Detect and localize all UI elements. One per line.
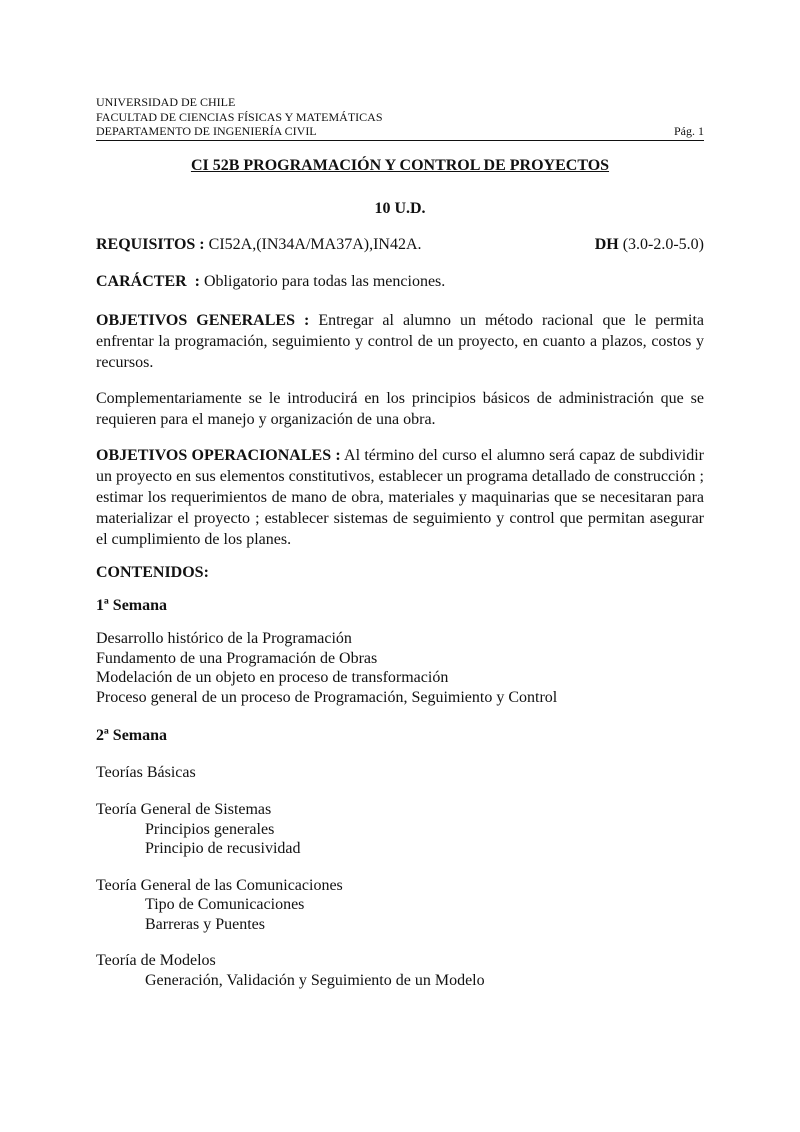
requisitos-value: CI52A,(IN34A/MA37A),IN42A. — [204, 235, 422, 253]
topic-group — [96, 951, 704, 990]
topic-sub: Tipo de Comunicaciones — [145, 896, 305, 913]
topic-group — [96, 876, 704, 935]
topic-sub: Barreras y Puentes — [145, 915, 265, 933]
dh-value: (3.0-2.0-5.0) — [618, 235, 704, 253]
content-line: Fundamento de una Programación de Obras — [96, 649, 378, 667]
requisitos-field — [96, 235, 422, 255]
caracter-value: Obligatorio para todas las menciones. — [200, 272, 446, 290]
dh-field — [595, 235, 704, 255]
course-credits: 10 U.D. — [374, 199, 426, 217]
week1-content — [96, 629, 704, 707]
topic-sub: Generación, Validación y Seguimiento de un Modelo — [145, 971, 485, 989]
course-title-text: CI 52B PROGRAMACIÓN Y CONTROL DE PROYECTOS — [190, 156, 610, 174]
requisitos-label: REQUISITOS : — [96, 235, 205, 253]
topic-main: Teoría General de Sistemas — [96, 801, 272, 818]
dh-label: DH — [594, 235, 619, 253]
objetivos-operacionales-label: OBJETIVOS OPERACIONALES : — [96, 446, 341, 464]
objetivos-operacionales-text: Al término del curso el alumno será capaz de subdividir un proyecto en sus elementos constitutivos, establecer un programa detallado de construcción ; estimar los requerimientos de mano de obra, materiales y maquinarias que se necesitaran para materializar el proyecto ; establecer sistemas de seguimiento y control que permitan asegurar el cumplimiento de los planes. — [96, 446, 705, 548]
department-row — [96, 124, 704, 141]
topic-main: Teoría General de las Comunicaciones — [96, 876, 343, 894]
university-name: UNIVERSIDAD DE CHILE — [96, 95, 236, 109]
complementario-paragraph: Complementariamente se le introducirá en los principios básicos de administración que se requieren para el manejo y organización de una obra. — [96, 389, 704, 428]
content-line: Modelación de un objeto en proceso de transformación — [96, 669, 449, 686]
week1-heading: 1ª Semana — [96, 596, 168, 614]
topic-sub: Principios generales — [145, 820, 275, 838]
requisitos-row — [96, 235, 704, 255]
contenidos-heading: CONTENIDOS: — [96, 563, 209, 581]
objetivos-generales-text: Entregar al alumno un método racional que le permita enfrentar la programación, seguimiento y control de un proyecto, en cuanto a plazos, costos y recursos. — [96, 311, 704, 371]
content-line: Desarrollo histórico de la Programación — [96, 630, 352, 647]
objetivos-generales-label: OBJETIVOS GENERALES : — [96, 311, 310, 329]
week2-heading: 2ª Semana — [96, 727, 168, 744]
topic-sub: Principio de recusividad — [145, 840, 301, 857]
department-name: DEPARTAMENTO DE INGENIERÍA CIVIL — [96, 124, 317, 138]
caracter-row — [96, 272, 704, 292]
caracter-label: CARÁCTER : — [96, 272, 200, 290]
document-header — [96, 95, 704, 141]
faculty-name: FACULTAD DE CIENCIAS FÍSICAS Y MATEMÁTICAS — [96, 109, 383, 124]
week2-intro: Teorías Básicas — [96, 763, 196, 781]
topic-main: Teoría de Modelos — [96, 952, 216, 969]
topic-group — [96, 800, 704, 859]
page-number: Pág. 1 — [674, 124, 704, 138]
content-line: Proceso general de un proceso de Programación, Seguimiento y Control — [96, 688, 558, 706]
course-title — [96, 156, 704, 176]
objetivos-generales-paragraph — [96, 310, 704, 373]
objetivos-operacionales-paragraph — [96, 445, 704, 550]
